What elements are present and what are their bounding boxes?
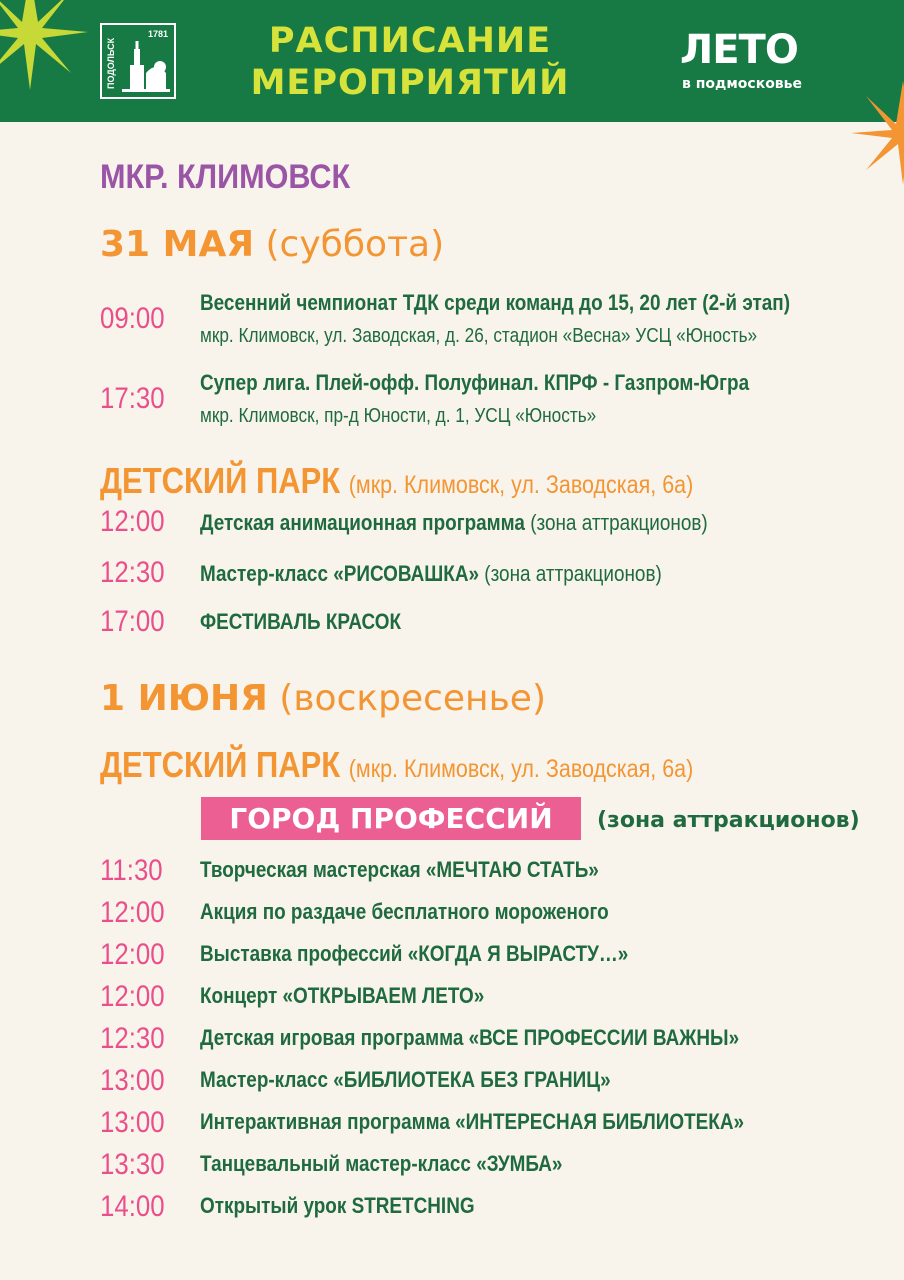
park-address: (мкр. Климовск, ул. Заводская, 6а)	[348, 755, 694, 783]
event-note: (зона аттракционов)	[484, 561, 662, 586]
event-title: Открытый урок STRETCHING	[200, 1193, 475, 1218]
header-title	[240, 20, 580, 104]
event-title	[200, 510, 708, 536]
event-location: мкр. Климовск, пр-д Юности, д. 1, УСЦ «Юность»	[200, 405, 597, 427]
event-title	[200, 609, 401, 635]
event-title: Творческая мастерская «МЕЧТАЮ СТАТЬ»	[200, 857, 599, 882]
event-time: 09:00	[100, 302, 165, 335]
header-banner	[0, 0, 904, 122]
event-time: 17:00	[100, 605, 165, 638]
park-name: ДЕТСКИЙ ПАРК	[100, 744, 341, 785]
day2-park-heading	[100, 744, 693, 786]
event-title: Супер лига. Плей-офф. Полуфинал. КПРФ - Газпром-Югра	[200, 370, 750, 395]
district-title: МКР. КЛИМОВСК	[100, 158, 351, 196]
day2-date-heading	[100, 678, 546, 719]
event-note: (зона аттракционов)	[530, 510, 708, 535]
day2-date: 1 ИЮНЯ	[100, 678, 268, 719]
emblem-city-name: ПОДОЛЬСК	[106, 37, 116, 89]
event-time: 12:00	[100, 896, 165, 929]
event-title: Танцевальный мастер-класс «ЗУМБА»	[200, 1151, 563, 1176]
event-title: Акция по раздаче бесплатного мороженого	[200, 899, 609, 924]
event-title-text: ФЕСТИВАЛЬ КРАСОК	[200, 609, 402, 634]
green-burst-decoration	[0, 0, 90, 92]
leto-logo-subtitle: в подмосковье	[682, 76, 803, 92]
zone-label: (зона аттракционов)	[597, 808, 860, 833]
event-time: 13:00	[100, 1106, 165, 1139]
event-time: 12:30	[100, 556, 165, 589]
city-of-professions-badge: ГОРОД ПРОФЕССИЙ	[201, 797, 581, 840]
event-title: Интерактивная программа «ИНТЕРЕСНАЯ БИБЛИОТЕКА»	[200, 1109, 745, 1134]
event-time: 14:00	[100, 1190, 165, 1223]
header-title-line1: РАСПИСАНИЕ	[268, 21, 552, 61]
event-title-text: Мастер-класс «РИСОВАШКА»	[200, 561, 480, 586]
event-time: 12:00	[100, 938, 165, 971]
event-time: 12:00	[100, 980, 165, 1013]
event-time: 12:00	[100, 505, 165, 538]
day1-date: 31 МАЯ	[100, 224, 255, 265]
event-title: Концерт «ОТКРЫВАЕМ ЛЕТО»	[200, 983, 485, 1008]
event-title: Мастер-класс «БИБЛИОТЕКА БЕЗ ГРАНИЦ»	[200, 1067, 611, 1092]
park-name: ДЕТСКИЙ ПАРК	[100, 460, 341, 501]
podolsk-emblem	[100, 23, 176, 99]
header-title-line2: МЕРОПРИЯТИЙ	[250, 63, 570, 103]
event-title	[200, 561, 662, 587]
event-title-text: Детская анимационная программа	[200, 510, 525, 535]
event-time: 13:00	[100, 1064, 165, 1097]
event-title: Весенний чемпионат ТДК среди команд до 15, 20 лет (2-й этап)	[200, 290, 791, 315]
day1-date-heading	[100, 224, 444, 265]
emblem-year: 1781	[148, 29, 169, 39]
church-icon	[120, 39, 172, 95]
leto-logo: ЛЕТО	[680, 27, 798, 73]
day1-park-heading	[100, 460, 693, 502]
event-time: 12:30	[100, 1022, 165, 1055]
orange-burst-decoration	[848, 78, 904, 188]
event-time: 13:30	[100, 1148, 165, 1181]
park-address: (мкр. Климовск, ул. Заводская, 6а)	[348, 471, 694, 499]
event-title: Выставка профессий «КОГДА Я ВЫРАСТУ…»	[200, 941, 629, 966]
day2-weekday: (воскресенье)	[279, 678, 546, 719]
event-title: Детская игровая программа «ВСЕ ПРОФЕССИИ ВАЖНЫ»	[200, 1025, 740, 1050]
day1-weekday: (суббота)	[265, 224, 445, 265]
event-time: 11:30	[100, 854, 163, 887]
event-location: мкр. Климовск, ул. Заводская, д. 26, стадион «Весна» УСЦ «Юность»	[200, 325, 758, 347]
event-time: 17:30	[100, 382, 165, 415]
